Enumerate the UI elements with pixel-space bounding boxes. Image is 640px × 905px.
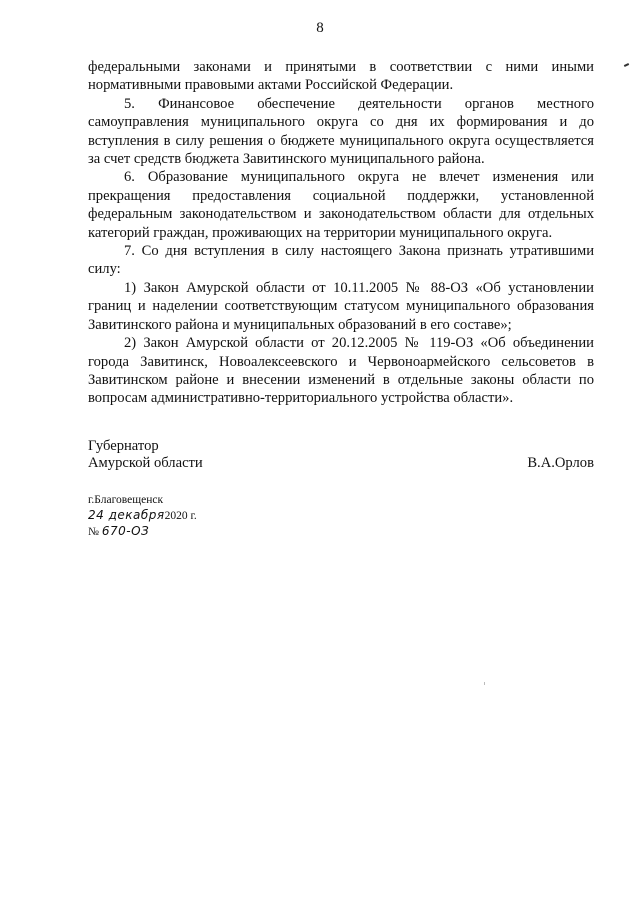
paragraph-5: 5. Финансовое обеспечение деятельности органов местного самоуправления муниципального округа со дня их формирования и до вступления в силу решения о бюджете муниципального округа осуществляется за счет средств бюджета Завитинского муниципального района.: [88, 95, 594, 168]
number-sign: №: [88, 526, 99, 538]
paragraph-continuation: федеральными законами и принятыми в соответствии с ними иными нормативными правовыми актами Российской Федерации.: [88, 59, 594, 94]
signatory-title-line2: Амурской области: [88, 455, 203, 471]
paragraph-7: 7. Со дня вступления в силу настоящего Закона признать утратившими силу:: [88, 243, 594, 278]
signatory-title-line1: Губернатор: [88, 438, 159, 454]
scan-mark: [624, 63, 629, 67]
paragraph-7-item-2: 2) Закон Амурской области от 20.12.2005 № 119-ОЗ «Об объединении города Завитинск, Новоалексеевского и Червоноармейского сельсоветов в Завитинском районе и внесении изменений в отдельные законы области по вопросам административно-территориального устройства области».: [88, 335, 594, 407]
footer-date: [88, 508, 197, 524]
handwritten-date: 24 декабря: [88, 508, 165, 522]
page-number: 8: [316, 20, 324, 36]
handwritten-law-number: 670-ОЗ: [101, 524, 150, 538]
footer-law-number: [88, 524, 197, 540]
signature-block: [88, 438, 594, 472]
footer-city: г.Благовещенск: [88, 494, 164, 506]
printed-year: 2020 г.: [164, 510, 197, 522]
signatory-name: В.А.Орлов: [527, 455, 594, 471]
paragraph-7-item-1: 1) Закон Амурской области от 10.11.2005 № 88-ОЗ «Об установлении границ и наделении соответствующим статусом муниципального образования Завитинского района и муниципальных образований в его составе»;: [88, 279, 594, 333]
footer-block: [88, 493, 197, 540]
document-body: [88, 58, 594, 408]
paragraph-6: 6. Образование муниципального округа не влечет изменения или прекращения предоставления социальной поддержки, установленной федеральным законодательством и законодательством области для отдельных категорий граждан, проживающих на территории муниципального округа.: [88, 169, 594, 241]
scan-speck: [484, 682, 485, 685]
